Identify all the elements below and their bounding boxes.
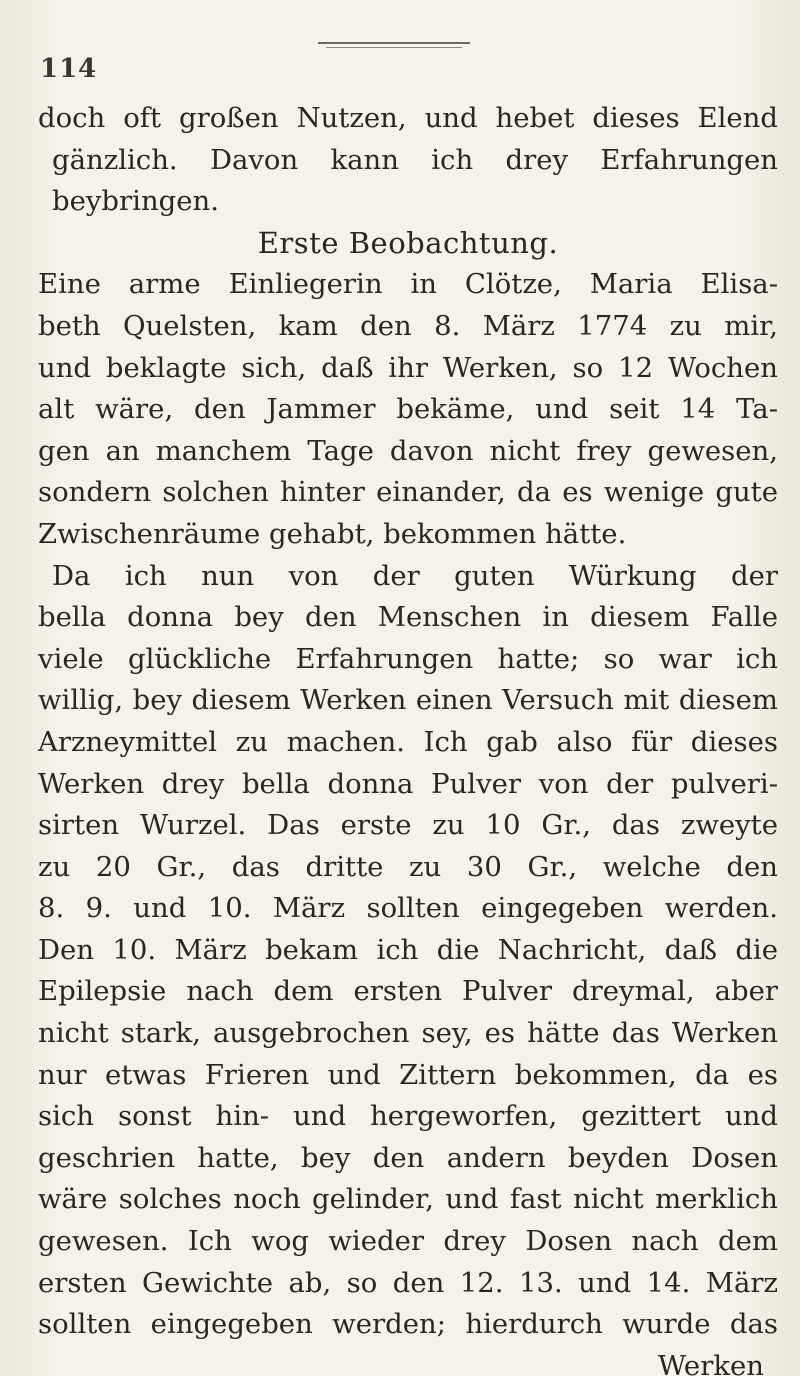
text-line: viele glückliche Erfahrungen hatte; so war ich xyxy=(38,642,778,675)
text-line: bella donna bey den Menschen in diesem Falle xyxy=(38,601,778,634)
text-line: gewesen. Ich wog wieder drey Dosen nach dem xyxy=(38,1225,778,1258)
text-line: 8. 9. und 10. März sollten eingegeben werden. xyxy=(38,892,778,925)
text-line: gen an manchem Tage davon nicht frey gewesen, xyxy=(38,434,778,467)
text-line: ersten Gewichte ab, so den 12. 13. und 14. März xyxy=(38,1266,778,1299)
text-line: willig, bey diesem Werken einen Versuch mit diesem xyxy=(38,684,778,717)
text-line: nur etwas Frieren und Zittern bekommen, da es xyxy=(38,1058,778,1091)
text-line: wäre solches noch gelinder, und fast nicht merklich xyxy=(38,1183,778,1216)
text-line: sondern solchen hinter einander, da es wenige gute xyxy=(38,476,778,509)
text-line: geschrien hatte, bey den andern beyden Dosen xyxy=(38,1141,778,1174)
text-line: Eine arme Einliegerin in Clötze, Maria Elisa- xyxy=(38,268,778,301)
text-line: Arzneymittel zu machen. Ich gab also für dieses xyxy=(38,725,778,758)
header-rule xyxy=(318,42,470,44)
text-line: sollten eingegeben werden; hierdurch wurde das xyxy=(38,1308,778,1341)
text-line: gänzlich. Davon kann ich drey Erfahrungen xyxy=(52,143,778,176)
section-heading: Erste Beobachtung. xyxy=(257,225,559,260)
text-line: Zwischenräume gehabt, bekommen hätte. xyxy=(38,517,627,550)
text-line: Den 10. März bekam ich die Nachricht, daß die xyxy=(38,933,778,966)
text-line: Epilepsie nach dem ersten Pulver dreymal, aber xyxy=(38,975,778,1008)
text-line: doch oft großen Nutzen, und hebet dieses Elend xyxy=(38,102,778,134)
text-line: sich sonst hin- und hergeworfen, gezittert und xyxy=(38,1100,778,1133)
text-line: und beklagte sich, daß ihr Werken, so 12 Wochen xyxy=(38,351,778,384)
text-line: nicht stark, ausgebrochen sey, es hätte das Werken xyxy=(38,1017,778,1050)
body-text xyxy=(38,98,778,1376)
text-line: Werken drey bella donna Pulver von der pulveri- xyxy=(38,767,778,800)
page-number: 114 xyxy=(40,54,98,84)
text-line: beybringen. xyxy=(52,185,220,218)
text-line: zu 20 Gr., das dritte zu 30 Gr., welche den xyxy=(38,850,778,883)
text-line: sirten Wurzel. Das erste zu 10 Gr., das zweyte xyxy=(38,809,778,842)
text-line: beth Quelsten, kam den 8. März 1774 zu mir, xyxy=(38,309,778,342)
text-line: Da ich nun von der guten Würkung der xyxy=(52,559,778,592)
catchword: Werken xyxy=(657,1349,764,1376)
text-line: alt wäre, den Jammer bekäme, und seit 14 Ta- xyxy=(38,393,778,426)
header-rule-thin xyxy=(326,47,462,48)
